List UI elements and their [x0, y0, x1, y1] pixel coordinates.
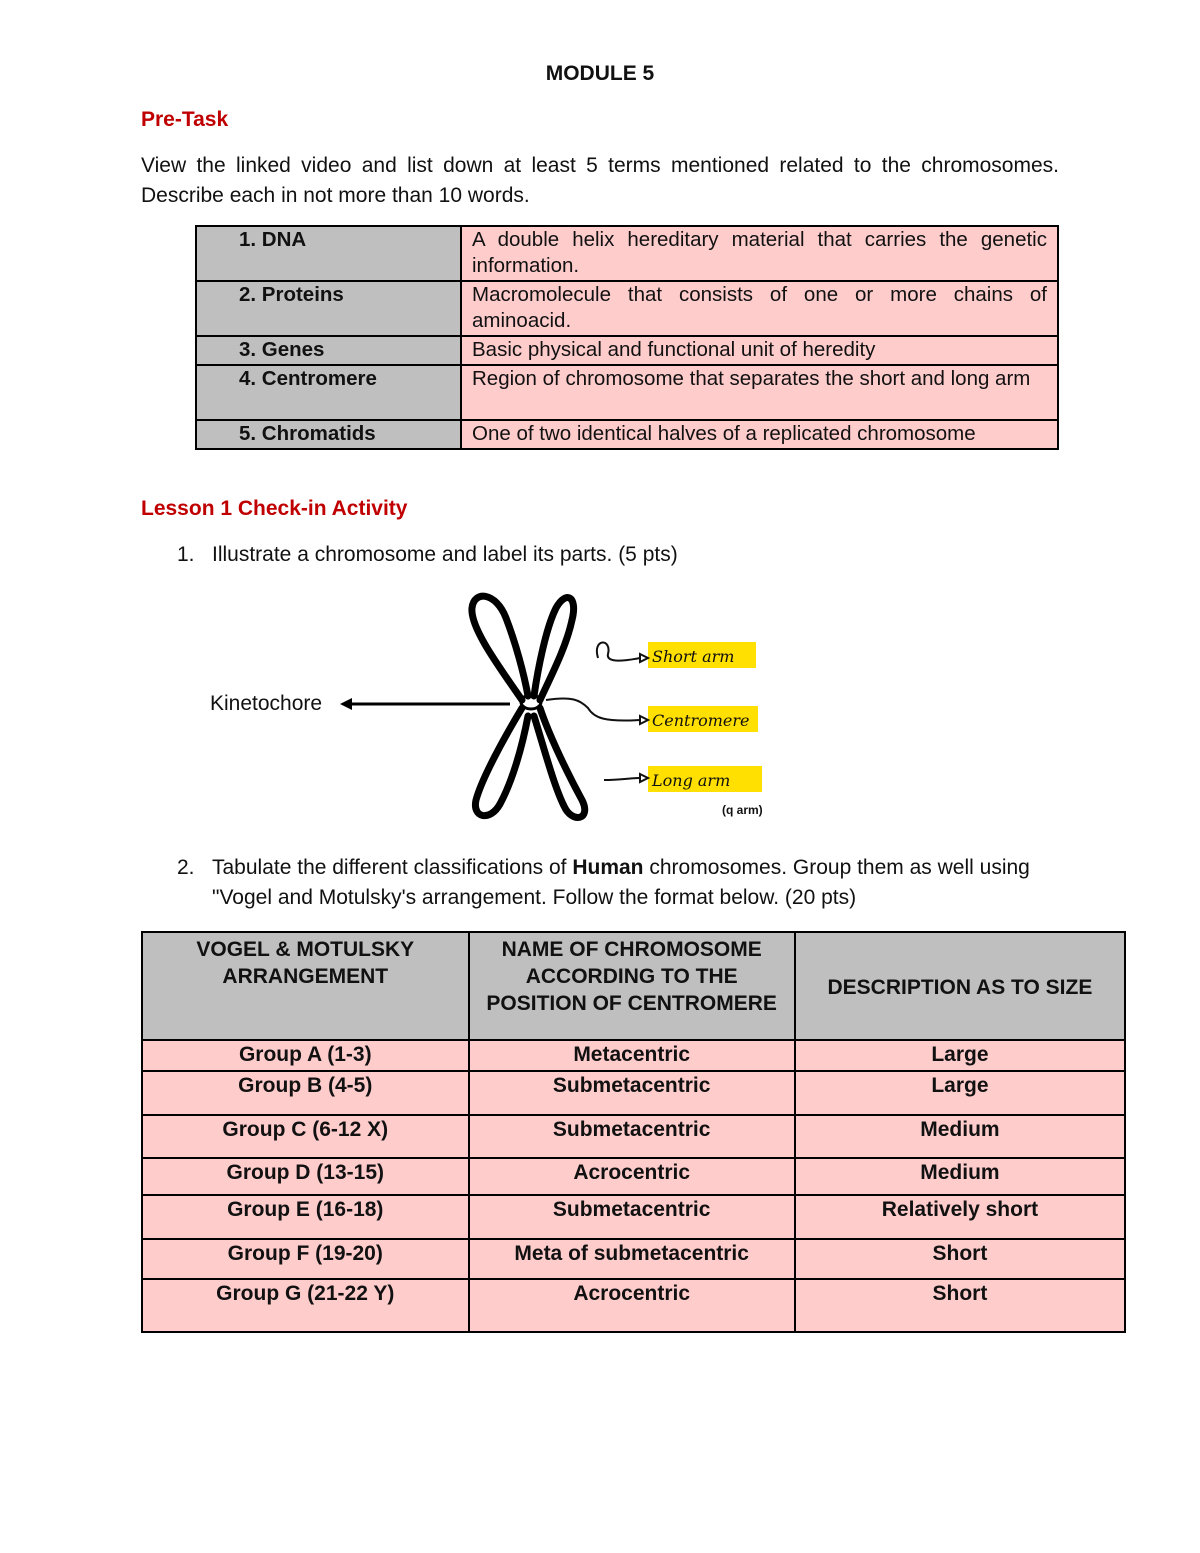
table-cell: Submetacentric — [469, 1195, 795, 1239]
kinetochore-arrowhead — [340, 698, 352, 710]
table-cell: Acrocentric — [469, 1279, 795, 1332]
column-header: DESCRIPTION AS TO SIZE — [795, 932, 1125, 1040]
table-row — [142, 1239, 1125, 1279]
chromosome-illustration — [200, 578, 820, 840]
desc-cell: A double helix hereditary material that carries the genetic information. — [461, 226, 1058, 281]
table-row — [196, 281, 1058, 336]
table-cell: Submetacentric — [469, 1115, 795, 1158]
table-cell: Short — [795, 1279, 1125, 1332]
term-cell: 5. Chromatids — [196, 420, 461, 449]
question-1 — [177, 540, 1077, 570]
question-2 — [177, 853, 1067, 913]
table-cell: Medium — [795, 1158, 1125, 1195]
long-arm-label: Long arm — [652, 771, 731, 790]
terms-table — [195, 225, 1059, 450]
table-row — [196, 336, 1058, 365]
desc-cell: Basic physical and functional unit of heredity — [461, 336, 1058, 365]
term-cell: 1. DNA — [196, 226, 461, 281]
centromere-label: Centromere — [652, 711, 750, 730]
table-cell: Acrocentric — [469, 1158, 795, 1195]
question-number: 1. — [177, 543, 195, 566]
table-row — [196, 420, 1058, 449]
column-header: VOGEL & MOTULSKY ARRANGEMENT — [142, 932, 469, 1040]
chromosome-shape — [472, 596, 585, 817]
table-cell: Metacentric — [469, 1040, 795, 1071]
q-arm-label: (q arm) — [722, 803, 763, 817]
table-row — [142, 1071, 1125, 1115]
table-cell: Group A (1-3) — [142, 1040, 469, 1071]
table-cell: Group D (13-15) — [142, 1158, 469, 1195]
table-cell: Meta of submetacentric — [469, 1239, 795, 1279]
table-row — [142, 1279, 1125, 1332]
lesson1-heading: Lesson 1 Check-in Activity — [141, 497, 408, 520]
emphasis-human: Human — [572, 856, 644, 879]
table-row — [142, 1158, 1125, 1195]
table-cell: Large — [795, 1071, 1125, 1115]
table-header-row — [142, 932, 1125, 1040]
table-cell: Group F (19-20) — [142, 1239, 469, 1279]
term-cell: 2. Proteins — [196, 281, 461, 336]
desc-cell: Macromolecule that consists of one or more chains of aminoacid. — [461, 281, 1058, 336]
table-cell: Group B (4-5) — [142, 1071, 469, 1115]
kinetochore-label: Kinetochore — [210, 692, 323, 715]
table-cell: Group E (16-18) — [142, 1195, 469, 1239]
classification-table — [141, 931, 1126, 1333]
table-row — [196, 365, 1058, 420]
term-cell: 3. Genes — [196, 336, 461, 365]
desc-cell: Region of chromosome that separates the short and long arm — [461, 365, 1058, 420]
table-cell: Medium — [795, 1115, 1125, 1158]
chromosome-figure — [200, 578, 820, 840]
desc-cell: One of two identical halves of a replicated chromosome — [461, 420, 1058, 449]
pretask-heading: Pre-Task — [141, 108, 229, 131]
table-cell: Group C (6-12 X) — [142, 1115, 469, 1158]
term-cell: 4. Centromere — [196, 365, 461, 420]
table-row — [142, 1195, 1125, 1239]
table-row — [142, 1040, 1125, 1071]
question-number: 2. — [177, 856, 195, 879]
table-cell: Large — [795, 1040, 1125, 1071]
table-row — [142, 1115, 1125, 1158]
table-cell: Submetacentric — [469, 1071, 795, 1115]
question-text: Illustrate a chromosome and label its parts. (5 pts) — [212, 543, 678, 566]
table-cell: Short — [795, 1239, 1125, 1279]
module-title: MODULE 5 — [545, 62, 655, 85]
question-text: Tabulate the different classifications of Human chromosomes. Group them as well using "Vogel and Motulsky's arrangement. Follow the format below. (20 pts) — [212, 856, 1030, 909]
table-cell: Group G (21-22 Y) — [142, 1279, 469, 1332]
column-header: NAME OF CHROMOSOME ACCORDING TO THE POSITION OF CENTROMERE — [469, 932, 795, 1040]
pretask-instructions: View the linked video and list down at least 5 terms mentioned related to the chromosomes. Describe each in not more than 10 words. — [141, 154, 1059, 207]
short-arm-label: Short arm — [652, 647, 735, 666]
table-row — [196, 226, 1058, 281]
table-cell: Relatively short — [795, 1195, 1125, 1239]
